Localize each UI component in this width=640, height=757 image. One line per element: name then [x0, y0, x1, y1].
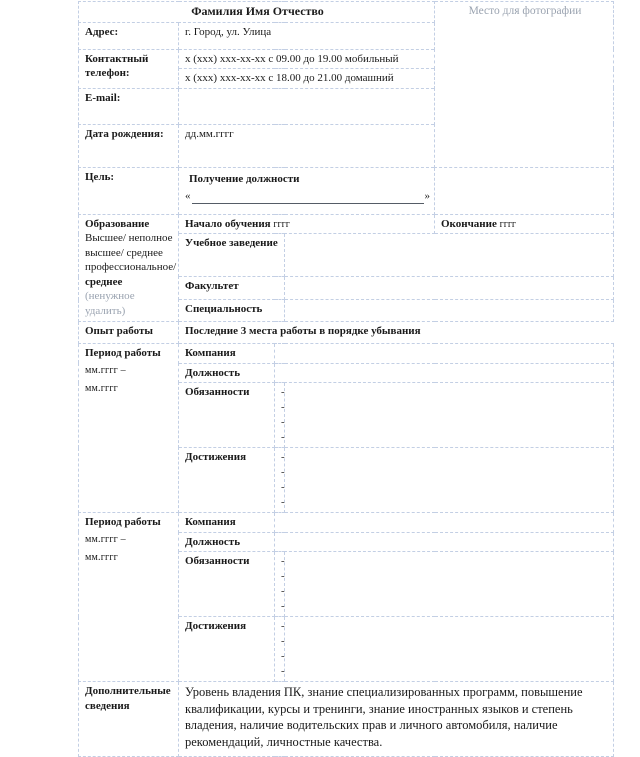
- email-label: E-mail:: [79, 88, 179, 124]
- duties-value-1[interactable]: [285, 383, 614, 448]
- education-end-cell[interactable]: [435, 214, 614, 234]
- institution-label: Учебное заведение: [179, 234, 285, 277]
- faculty-label: Факультет: [179, 277, 285, 300]
- quote-close: »: [424, 190, 430, 203]
- table-row-experience-company-2: [79, 513, 614, 533]
- education-heading: Образование: [85, 217, 150, 230]
- experience-period-cell-1: [79, 344, 179, 513]
- phone-home-value[interactable]: x (xxx) xxx-xx-xx с 18.00 до 21.00 домашний: [179, 69, 435, 89]
- achievements-value-1[interactable]: [285, 448, 614, 513]
- duties-bullets-2: - - - -: [275, 552, 285, 617]
- email-value[interactable]: [179, 88, 435, 124]
- photo-column-spacer: [435, 167, 614, 214]
- education-level-4: среднее: [85, 275, 123, 288]
- period-to-2[interactable]: мм.гггг: [85, 552, 118, 564]
- achievements-label-1: Достижения: [179, 448, 275, 513]
- specialty-label: Специальность: [179, 300, 285, 322]
- goal-cell: [179, 167, 435, 214]
- table-row-education-start: [79, 214, 614, 234]
- period-to-1[interactable]: мм.гггг: [85, 383, 118, 395]
- goal-label: Цель:: [79, 167, 179, 214]
- education-start-label: Начало обучения: [185, 217, 271, 230]
- additional-label-line1: Дополнительные: [85, 685, 171, 698]
- duties-bullets-1: - - - -: [275, 383, 285, 448]
- education-end-label: Окончание: [441, 217, 497, 230]
- goal-blank-rule[interactable]: [192, 194, 424, 204]
- education-level-2: высшее/ среднее: [85, 246, 163, 259]
- table-row-experience-company-1: [79, 344, 614, 364]
- address-label: Адрес:: [79, 22, 179, 49]
- education-level-3: профессиональное/: [85, 261, 177, 274]
- phone-label-line1: Контактный: [85, 52, 149, 65]
- education-levels: [85, 231, 177, 318]
- position-label-2: Должность: [179, 532, 275, 552]
- address-value[interactable]: г. Город, ул. Улица: [179, 22, 435, 49]
- goal-value: Получение должности: [189, 172, 300, 185]
- experience-heading-note: Последние 3 места работы в порядке убывания: [179, 322, 614, 344]
- page-title: Фамилия Имя Отчество: [79, 2, 435, 23]
- company-value-1[interactable]: [275, 344, 614, 364]
- goal-input-line[interactable]: [185, 189, 430, 204]
- achievements-value-2[interactable]: [285, 617, 614, 682]
- education-level-1: Высшее/ неполное: [85, 232, 173, 245]
- duties-label-2: Обязанности: [179, 552, 275, 617]
- additional-label: [79, 682, 179, 757]
- table-row-title: [79, 2, 614, 23]
- additional-label-line2: сведения: [85, 699, 130, 712]
- phone-mobile-value[interactable]: x (xxx) xxx-xx-xx с 09.00 до 19.00 мобильный: [179, 49, 435, 69]
- achievements-label-2: Достижения: [179, 617, 275, 682]
- faculty-value[interactable]: [285, 277, 614, 300]
- education-label-cell: [79, 214, 179, 322]
- education-note: (ненужное удалить): [85, 290, 135, 317]
- birthdate-label: Дата рождения:: [79, 124, 179, 167]
- period-from-2[interactable]: мм.гггг –: [85, 533, 126, 545]
- table-row-goal: [79, 167, 614, 214]
- position-label-1: Должность: [179, 363, 275, 383]
- position-value-2[interactable]: [275, 532, 614, 552]
- company-label-1: Компания: [179, 344, 275, 364]
- table-row-additional: [79, 682, 614, 757]
- education-start-cell[interactable]: [179, 214, 435, 234]
- duties-value-2[interactable]: [285, 552, 614, 617]
- period-from-1[interactable]: мм.гггг –: [85, 364, 126, 376]
- duties-label-1: Обязанности: [179, 383, 275, 448]
- experience-period-cell-2: [79, 513, 179, 682]
- additional-text[interactable]: Уровень владения ПК, знание специализированных программ, повышение квалификации, курсы и тренинги, знание иностранных языков и степень владения, наличие водительских прав и личного автомобиля, наличие рекомендаций, личностные качества.: [179, 682, 614, 757]
- birthdate-value[interactable]: дд.мм.гггг: [179, 124, 435, 167]
- specialty-value[interactable]: [285, 300, 614, 322]
- achievements-bullets-1: - - - -: [275, 448, 285, 513]
- photo-placeholder: Место для фотографии: [435, 2, 614, 168]
- company-value-2[interactable]: [275, 513, 614, 533]
- quote-open: «: [185, 190, 191, 203]
- phone-label-line2: телефон:: [85, 67, 130, 80]
- company-label-2: Компания: [179, 513, 275, 533]
- position-value-1[interactable]: [275, 363, 614, 383]
- achievements-bullets-2: - - - -: [275, 617, 285, 682]
- period-label-1: Период работы: [85, 347, 161, 360]
- education-start-value: гггг: [273, 218, 290, 230]
- experience-heading: Опыт работы: [79, 322, 179, 344]
- table-row-experience-heading: [79, 322, 614, 344]
- education-end-value: гггг: [499, 218, 517, 230]
- institution-value[interactable]: [285, 234, 614, 277]
- period-label-2: Период работы: [85, 516, 161, 529]
- phone-label: [79, 49, 179, 88]
- resume-table: [78, 1, 614, 757]
